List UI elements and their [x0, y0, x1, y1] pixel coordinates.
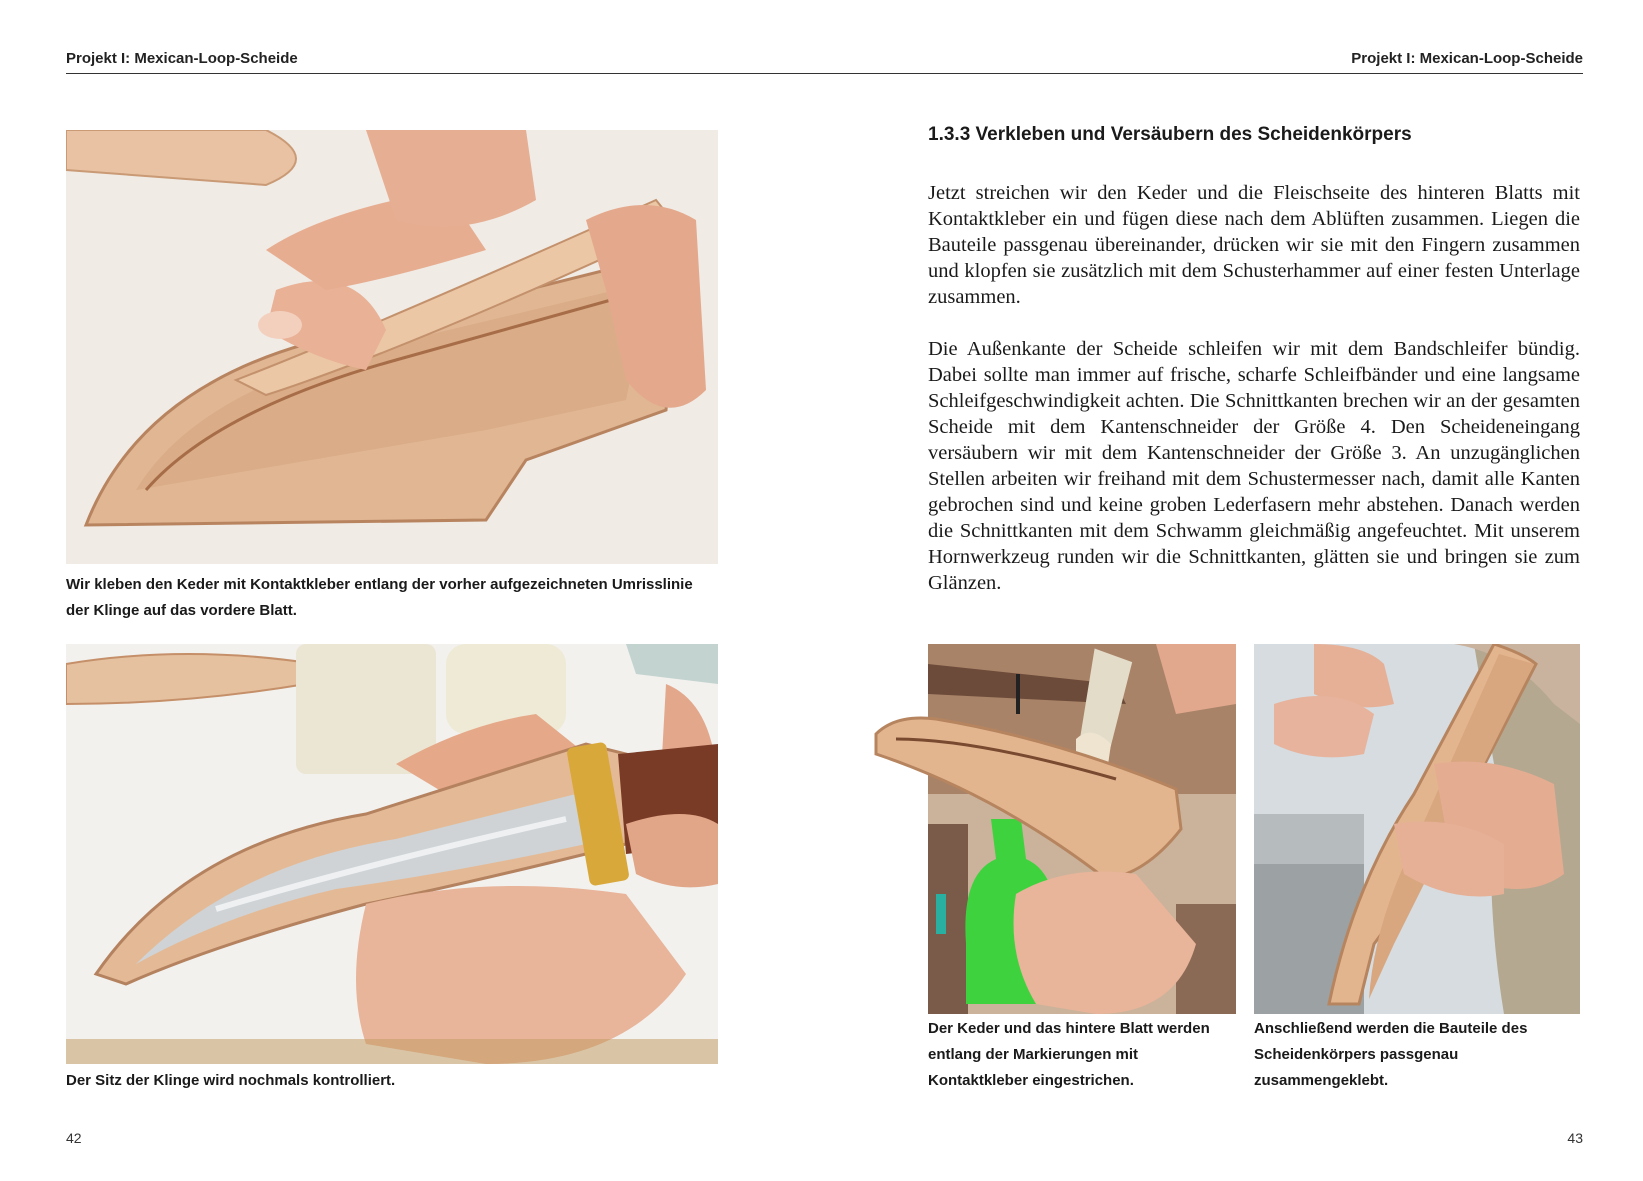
caption-photo-applying-glue: Der Keder und das hintere Blatt werden entlang der Markierungen mit Kontaktkleber eingestrichen.	[928, 1020, 1210, 1089]
running-header-left: Projekt I: Mexican-Loop-Scheide	[66, 50, 298, 67]
caption-photo-gluing-welt: Wir kleben den Keder mit Kontaktkleber entlang der vorher aufgezeichneten Umrisslinie der Klinge auf das vordere Blatt.	[66, 576, 693, 619]
caption-photo-blade-fit: Der Sitz der Klinge wird nochmals kontrolliert.	[66, 1072, 396, 1089]
body-paragraph-2: Die Außenkante der Scheide schleifen wir mit dem Bandschleifer bündig. Dabei sollte man immer auf frische, scharfe Schleifbänder und eine langsame Schleifgeschwindigkeit achten. Die Schnittkanten brechen wir an der gesamten Scheide mit dem Kantenschneider der Größe 4. Den Scheideneingang versäubern wir mit dem Kantenschneider der Größe 3. An unzugänglichen Stellen arbeiten wir freihand mit dem Schustermesser nach, damit alle Kanten gebrochen sind und keine groben Lederfasern mehr abstehen. Danach werden die Schnittkanten mit dem Schwamm gleichmäßig angefeuchtet. Mit unserem Hornwerkzeug runden wir die Schnittkanten, glätten sie und bringen sie zum Glänzen.	[928, 338, 1580, 594]
photo-gluing-welt	[66, 130, 718, 564]
photo-applying-glue	[876, 644, 1236, 1014]
caption-photo-pressing-together: Anschließend werden die Bauteile des Scheidenkörpers passgenau zusammengeklebt.	[1254, 1020, 1528, 1089]
page-number-right: 43	[1567, 1130, 1583, 1146]
body-paragraph-1: Jetzt streichen wir den Keder und die Fleischseite des hinteren Blatts mit Kontaktkleber ein und fügen diese nach dem Ablüften zusammen. Liegen die Bauteile passgenau übereinander, drücken wir sie mit den Fingern zusammen und klopfen sie zusätzlich mit dem Schusterhammer auf einer festen Unterlage zusammen.	[928, 182, 1580, 308]
header-rule	[66, 73, 1583, 74]
photo-blade-fit	[66, 644, 718, 1064]
photo-pressing-together	[1254, 644, 1580, 1014]
section-title: 1.3.3 Verkleben und Versäubern des Scheidenkörpers	[928, 124, 1412, 145]
page-number-left: 42	[66, 1130, 82, 1146]
running-header-right: Projekt I: Mexican-Loop-Scheide	[1351, 50, 1583, 67]
